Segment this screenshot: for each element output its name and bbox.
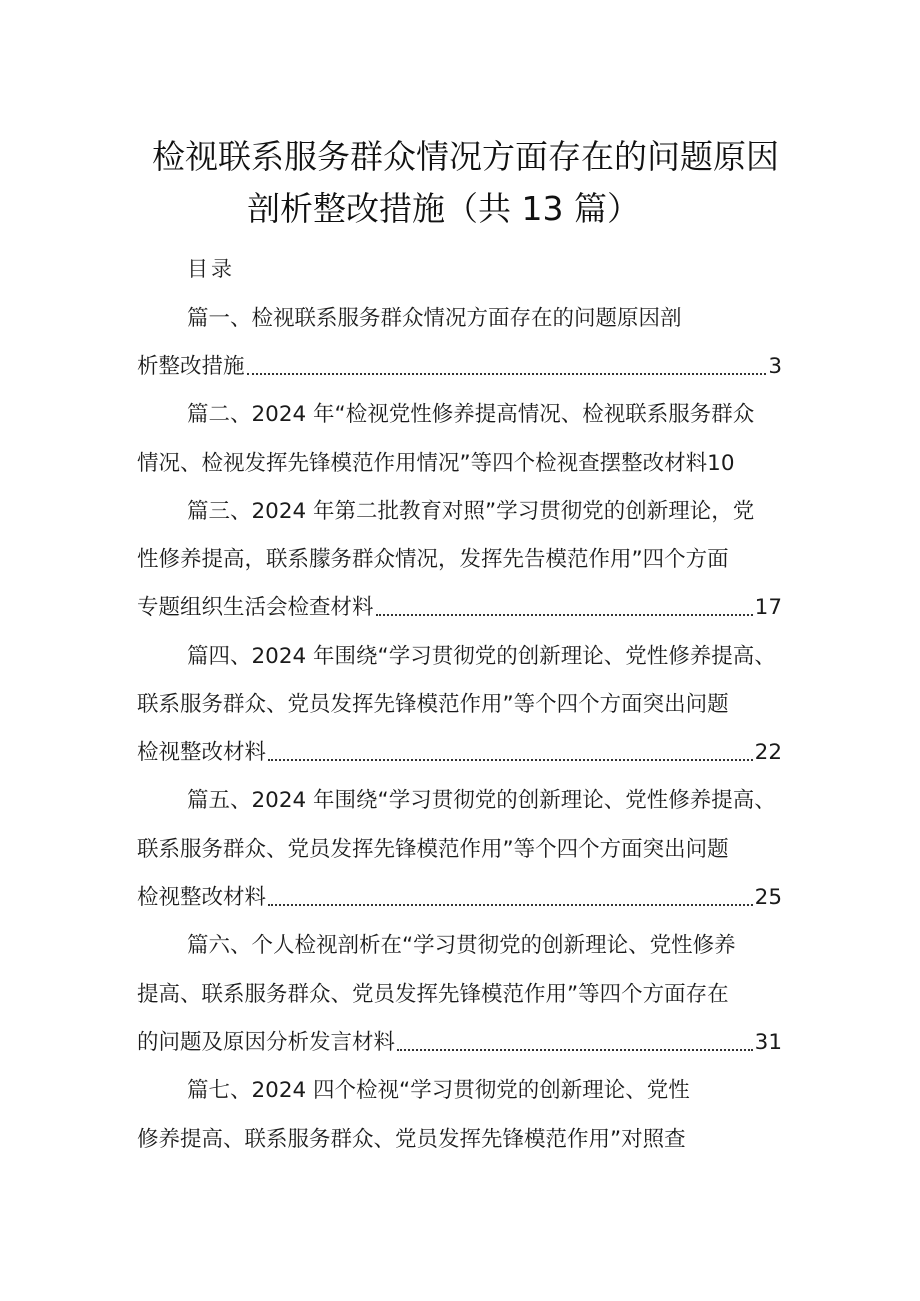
toc-entry-6-line-1: 篇六、个人检视剖析在“学习贯彻党的创新理论、党性修养 <box>187 933 736 958</box>
dot-leader <box>268 738 753 768</box>
toc-entry-5-line-3: 检视整改材料 <box>137 885 267 910</box>
toc-entry-1-line-2: 析整改措施 <box>137 354 245 379</box>
dot-leader <box>247 352 767 382</box>
toc-entry-4-line-1: 篇四、2024 年围绕“学习贯彻党的创新理论、党性修养提高、 <box>187 644 776 669</box>
toc-entry-4-leader <box>137 738 782 768</box>
document-title-line-2: 剖析整改措施（共 13 篇） <box>247 189 640 228</box>
toc-entry-1-line-1: 篇一、检视联系服务群众情况方面存在的问题原因剖 <box>187 306 682 331</box>
toc-entry-1-leader <box>137 352 782 382</box>
toc-heading: 目录 <box>187 257 235 281</box>
toc-entry-6-line-3: 的问题及原因分析发言材料 <box>137 1030 396 1055</box>
dot-leader <box>397 1028 753 1058</box>
toc-entry-6-page: 31 <box>754 1030 782 1055</box>
toc-entry-2-line-2: 情况、检视发挥先锋模范作用情况”等四个检视查摆整改材料10 <box>137 451 735 476</box>
toc-entry-6-leader <box>137 1028 782 1058</box>
toc-entry-3-leader <box>137 593 782 623</box>
toc-entry-4-line-2: 联系服务群众、党员发挥先锋模范作用”等个四个方面突出问题 <box>137 692 729 717</box>
toc-entry-3-page: 17 <box>754 595 782 620</box>
toc-entry-5-leader <box>137 883 782 913</box>
toc-entry-4-page: 22 <box>754 740 782 765</box>
toc-entry-7-line-2: 修养提高、联系服务群众、党员发挥先锋模范作用”对照查 <box>137 1127 686 1152</box>
toc-entry-6-line-2: 提高、联系服务群众、党员发挥先锋模范作用”等四个方面存在 <box>137 982 729 1007</box>
toc-entry-2-line-1: 篇二、2024 年“检视党性修养提高情况、检视联系服务群众 <box>187 402 755 427</box>
toc-entry-1-page: 3 <box>768 354 782 379</box>
toc-entry-5-line-2: 联系服务群众、党员发挥先锋模范作用”等个四个方面突出问题 <box>137 837 729 862</box>
toc-entry-4-line-3: 检视整改材料 <box>137 740 267 765</box>
document-title-line-1: 检视联系服务群众情况方面存在的问题原因 <box>152 137 779 176</box>
dot-leader <box>268 883 753 913</box>
toc-entry-7-line-1: 篇七、2024 四个检视“学习贯彻党的创新理论、党性 <box>187 1078 690 1103</box>
toc-entry-5-line-1: 篇五、2024 年围绕“学习贯彻党的创新理论、党性修养提高、 <box>187 788 776 813</box>
toc-entry-3-line-3: 专题组织生活会检查材料 <box>137 595 374 620</box>
toc-entry-5-page: 25 <box>754 885 782 910</box>
toc-entry-3-line-2: 性修养提高，联系朦务群众情况，发挥先告模范作用”四个方面 <box>137 547 729 572</box>
dot-leader <box>376 593 753 623</box>
toc-entry-3-line-1: 篇三、2024 年第二批教育对照”学习贯彻党的创新理论，党 <box>187 499 755 524</box>
